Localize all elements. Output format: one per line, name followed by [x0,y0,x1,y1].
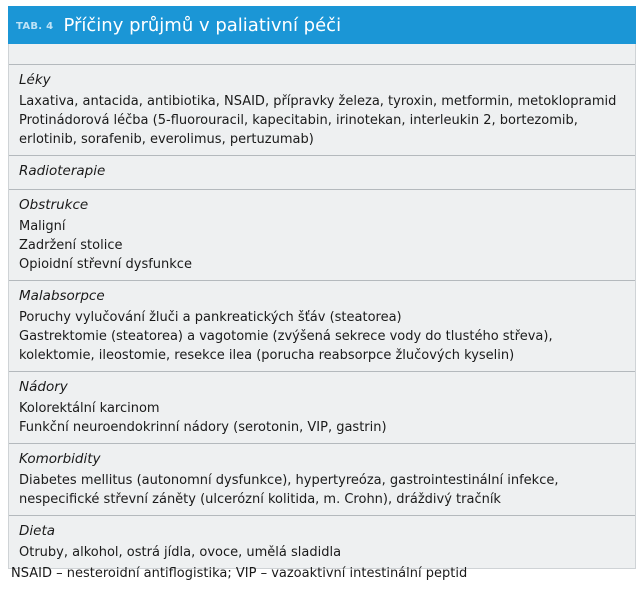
section-heading: Malabsorpce [19,288,105,304]
section-line: Zadržení stolice [19,238,123,253]
section-heading: Obstrukce [19,197,89,213]
section-line: Funkční neuroendokrinní nádory (serotonin, VIP, gastrin) [19,420,387,435]
table-section [9,515,635,568]
section-line: nespecifické střevní záněty (ulcerózní kolitida, m. Crohn), dráždivý tračník [19,492,501,507]
table-section [9,371,635,443]
section-line: Protinádorová léčba (5-fluorouracil, kapecitabin, irinotekan, interleukin 2, bortezomib, [19,113,578,128]
section-line: Poruchy vylučování žluči a pankreatických šťáv (steatorea) [19,310,402,325]
table-section [9,189,635,280]
section-heading: Dieta [19,523,56,539]
table-section [9,155,635,189]
table-section [9,280,635,371]
section-line: Maligní [19,219,66,234]
section-line: Otruby, alkohol, ostrá jídla, ovoce, umělá sladidla [19,545,342,560]
section-line: erlotinib, sorafenib, everolimus, pertuzumab) [19,132,314,147]
section-line: Diabetes mellitus (autonomní dysfunkce), hypertyreóza, gastrointestinální infekce, [19,473,559,488]
section-line: kolektomie, ileostomie, resekce ilea (porucha reabsorpce žlučových kyselin) [19,348,515,363]
section-line: Laxativa, antacida, antibiotika, NSAID, přípravky železa, tyroxin, metformin, metoklopramid [19,94,617,109]
table-section [9,64,635,155]
table-number-label: TAB. 4 [16,21,54,32]
table-body [8,44,636,569]
table-card [8,6,636,569]
table-title: Příčiny průjmů v paliativní péči [63,14,342,36]
section-heading: Nádory [19,379,68,395]
section-heading: Léky [19,72,51,88]
table-title-bar [8,6,636,44]
section-line: Kolorektální karcinom [19,401,160,416]
footnote: NSAID – nesteroidní antiflogistika; VIP – vazoaktivní intestinální peptid [11,566,468,581]
section-line: Gastrektomie (steatorea) a vagotomie (zvýšená sekrece vody do tlustého střeva), [19,329,553,344]
table-section [9,443,635,515]
section-heading: Komorbidity [19,451,101,467]
section-heading: Radioterapie [19,163,106,179]
section-line: Opioidní střevní dysfunkce [19,257,192,272]
